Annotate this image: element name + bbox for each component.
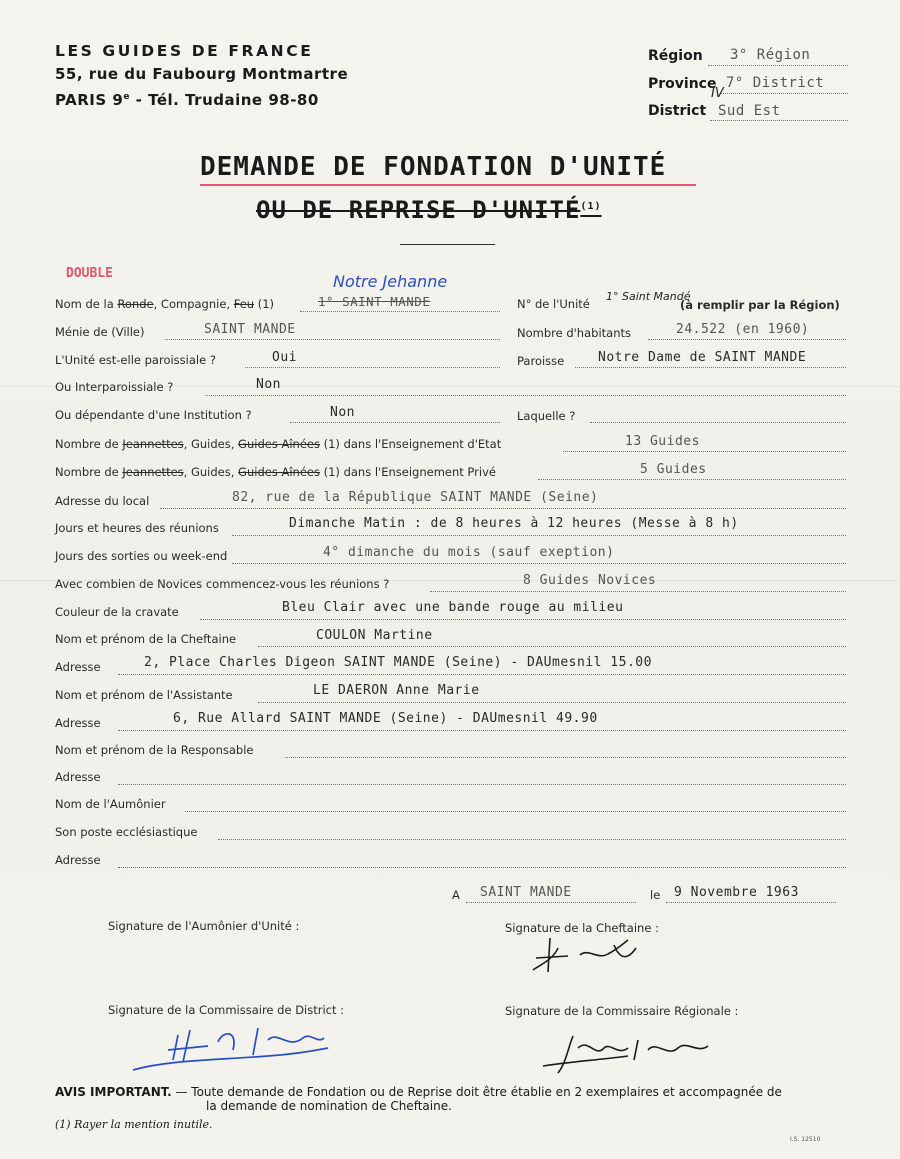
footnote: (1) Rayer la mention inutile.	[55, 1118, 213, 1131]
district-label: District	[648, 103, 707, 119]
province-value: 7° District	[726, 75, 825, 91]
le-label: le	[650, 888, 661, 902]
double-stamp: DOUBLE	[66, 266, 113, 281]
interparoissiale-label: Ou Interparoissiale ?	[55, 380, 174, 394]
region-label: Région	[648, 48, 703, 64]
prive-label: Nombre de Jeannettes, Guides, Guides Aînées (1) dans l'Enseignement Privé	[55, 465, 496, 479]
date-value: 9 Novembre 1963	[674, 885, 799, 900]
dotted-line	[708, 64, 848, 66]
prive-value: 5 Guides	[640, 462, 707, 477]
assistante-label: Nom et prénom de l'Assistante	[55, 688, 233, 702]
avis-important: AVIS IMPORTANT. — Toute demande de Fondation ou de Reprise doit être établie en 2 exemplaires et accompagnée de	[55, 1085, 782, 1099]
nom-value: 1° SAINT MANDE	[318, 294, 431, 309]
province-label: Province	[648, 76, 717, 92]
dotted-line	[466, 901, 636, 903]
adresse-aumonier-label: Adresse	[55, 853, 101, 867]
dotted-line	[563, 450, 846, 452]
adresse-cheftaine-value: 2, Place Charles Digeon SAINT MANDE (Seine) - DAUmesnil 15.00	[144, 655, 652, 670]
dotted-line	[285, 756, 846, 758]
adresse-assistante-value: 6, Rue Allard SAINT MANDE (Seine) - DAUmesnil 49.90	[173, 711, 598, 726]
dotted-line	[232, 562, 846, 564]
dotted-line	[185, 810, 846, 812]
district-handwritten: IV	[711, 86, 724, 101]
dotted-line	[710, 119, 848, 121]
form-title: DEMANDE DE FONDATION D'UNITÉ	[200, 152, 667, 182]
institution-label: Ou dépendante d'une Institution ?	[55, 408, 252, 422]
menie-label: Ménie de (Ville)	[55, 325, 145, 339]
cravate-label: Couleur de la cravate	[55, 605, 179, 619]
district-value: Sud Est	[718, 103, 781, 119]
reunions-label: Jours et heures des réunions	[55, 521, 219, 535]
institution-value: Non	[330, 405, 355, 420]
unite-handwritten: 1° Saint Mandé	[606, 290, 691, 303]
dotted-line	[218, 838, 846, 840]
etat-label: Nombre de Jeannettes, Guides, Guides Aînées (1) dans l'Enseignement d'Etat	[55, 437, 502, 451]
responsable-label: Nom et prénom de la Responsable	[55, 743, 254, 757]
unite-label: N° de l'Unité	[517, 297, 590, 311]
adresse-assistante-label: Adresse	[55, 716, 101, 730]
reunions-value: Dimanche Matin : de 8 heures à 12 heures (Messe à 8 h)	[289, 516, 739, 531]
signature-commissaire-regionale	[538, 1028, 718, 1078]
nom-handwritten: Notre Jehanne	[333, 272, 448, 291]
signature-cheftaine-label: Signature de la Cheftaine :	[505, 921, 659, 935]
paroisse-value: Notre Dame de SAINT MANDE	[598, 350, 807, 365]
org-address: 55, rue du Faubourg Montmartre	[55, 65, 349, 83]
laquelle-label: Laquelle ?	[517, 409, 576, 423]
dotted-line	[575, 366, 846, 368]
sorties-label: Jours des sorties ou week-end	[55, 549, 228, 563]
interparoissiale-value: Non	[256, 377, 281, 392]
dotted-line	[666, 901, 836, 903]
dotted-line	[118, 729, 846, 731]
etat-value: 13 Guides	[625, 434, 700, 449]
title-divider	[400, 244, 495, 245]
dotted-line	[290, 421, 500, 423]
novices-value: 8 Guides Novices	[523, 573, 657, 588]
org-city-phone: PARIS 9e - Tél. Trudaine 98-80	[55, 91, 319, 109]
dotted-line	[590, 421, 846, 423]
dotted-line	[300, 310, 500, 312]
cheftaine-label: Nom et prénom de la Cheftaine	[55, 632, 237, 646]
paroissiale-value: Oui	[272, 350, 297, 365]
aumonier-label: Nom de l'Aumônier	[55, 797, 166, 811]
org-header	[55, 40, 348, 112]
signature-cheftaine	[528, 930, 648, 980]
signature-aumonier-label: Signature de l'Aumônier d'Unité :	[108, 919, 300, 933]
adresse-responsable-label: Adresse	[55, 770, 101, 784]
adresse-cheftaine-label: Adresse	[55, 660, 101, 674]
dotted-line	[430, 590, 846, 592]
dotted-line	[538, 478, 846, 480]
assistante-value: LE DAERON Anne Marie	[313, 683, 480, 698]
paroisse-label: Paroisse	[517, 354, 565, 368]
signature-commissaire-regionale-label: Signature de la Commissaire Régionale :	[505, 1004, 739, 1018]
form-subtitle-struck: OU DE REPRISE D'UNITÉ$^{(1)}$	[256, 196, 602, 224]
avis-important-line2: la demande de nomination de Cheftaine.	[206, 1099, 452, 1113]
unite-note: (à remplir par la Région)	[680, 298, 840, 312]
dotted-line	[118, 783, 846, 785]
dotted-line	[258, 645, 846, 647]
habitants-label: Nombre d'habitants	[517, 326, 631, 340]
signature-commissaire-district-label: Signature de la Commissaire de District :	[108, 1003, 345, 1017]
dotted-line	[160, 507, 846, 509]
local-value: 82, rue de la République SAINT MANDE (Seine)	[232, 490, 599, 505]
poste-label: Son poste ecclésiastique	[55, 825, 198, 839]
dotted-line	[118, 673, 846, 675]
title-underline	[200, 184, 696, 186]
dotted-line	[648, 338, 846, 340]
place-value: SAINT MANDE	[480, 885, 572, 900]
region-value: 3° Région	[730, 47, 811, 63]
org-name: LES GUIDES DE FRANCE	[55, 42, 314, 60]
novices-label: Avec combien de Novices commencez-vous les réunions ?	[55, 577, 390, 591]
cheftaine-value: COULON Martine	[316, 628, 433, 643]
dotted-line	[245, 366, 500, 368]
a-label: A	[452, 888, 460, 902]
dotted-line	[200, 618, 846, 620]
dotted-line	[232, 534, 846, 536]
dotted-line	[258, 701, 846, 703]
local-label: Adresse du local	[55, 494, 150, 508]
paroissiale-label: L'Unité est-elle paroissiale ?	[55, 353, 216, 367]
habitants-value: 24.522 (en 1960)	[676, 322, 810, 337]
menie-value: SAINT MANDE	[204, 322, 296, 337]
dotted-line	[720, 92, 848, 94]
dotted-line	[205, 394, 846, 396]
cravate-value: Bleu Clair avec une bande rouge au milieu	[282, 600, 624, 615]
signature-commissaire-district	[128, 1020, 338, 1080]
nom-label: Nom de la Ronde, Compagnie, Feu (1)	[55, 297, 275, 311]
print-code: I.S. 12510	[790, 1136, 821, 1143]
dotted-line	[165, 338, 500, 340]
dotted-line	[118, 866, 846, 868]
sorties-value: 4° dimanche du mois (sauf exeption)	[323, 545, 615, 560]
